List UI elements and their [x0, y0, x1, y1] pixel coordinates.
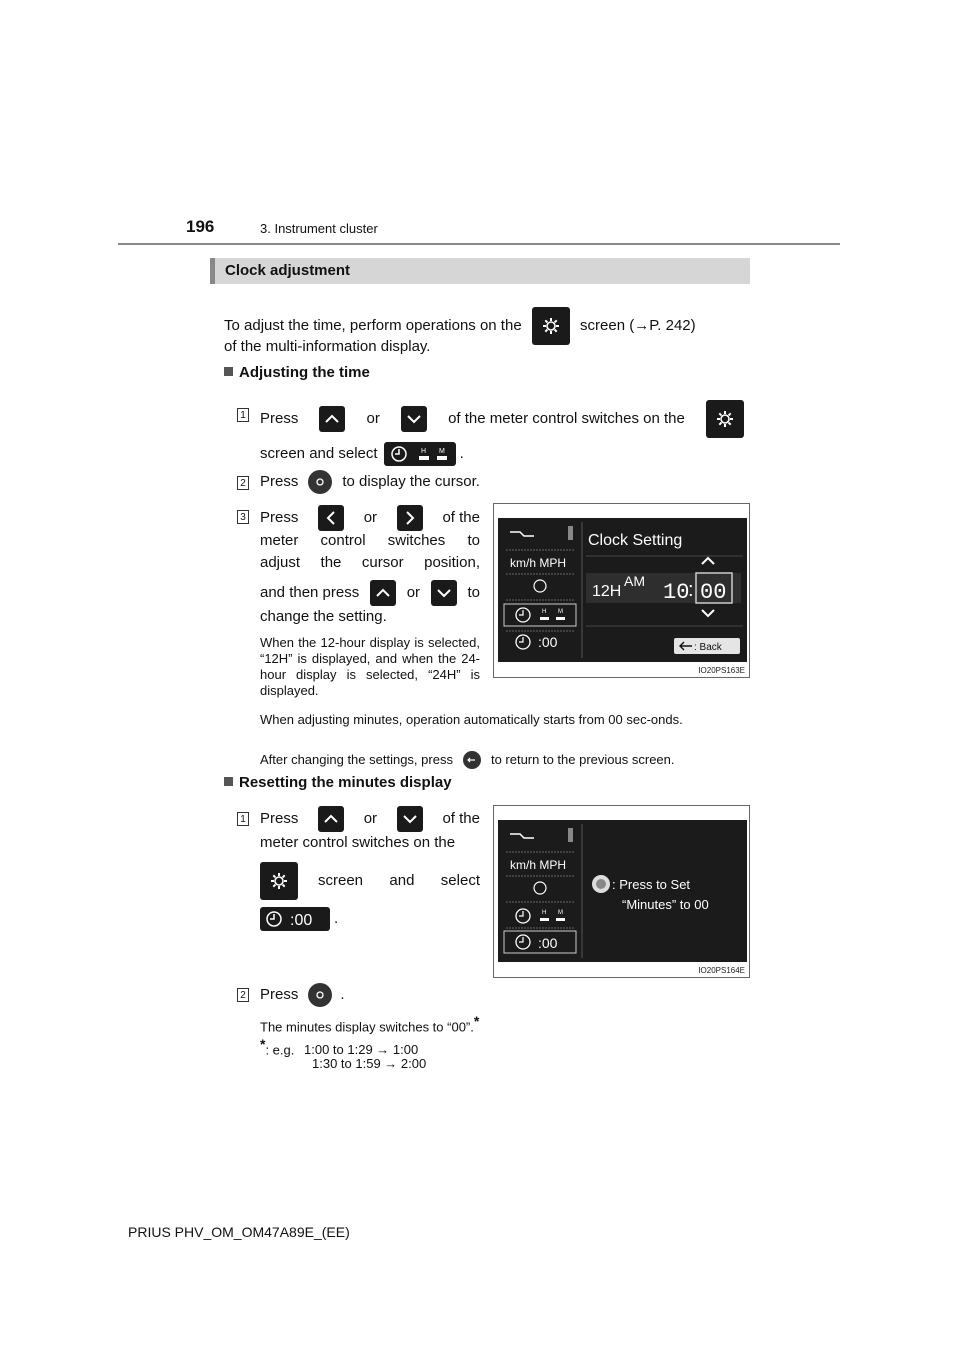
display-screen [498, 518, 747, 662]
reset-step1-line3: screen and select [260, 862, 480, 900]
back-label: : Back [694, 642, 722, 653]
clock-minutes-label: :00 [538, 935, 558, 951]
step3-line2: meter control switches to [260, 532, 480, 549]
step3-line1: Press or of the [260, 505, 480, 531]
clock-minutes-label: :00 [538, 634, 558, 650]
clock-mode: 12H [592, 583, 622, 600]
step-number: 2 [237, 988, 249, 1002]
gear-icon [260, 862, 298, 900]
ok-button-icon [308, 983, 332, 1007]
clock-hm-icon [384, 442, 456, 466]
up-switch-icon [370, 580, 396, 606]
units-label: km/h MPH [510, 556, 567, 570]
svg-text:H: H [542, 609, 547, 615]
down-switch-icon [397, 806, 423, 832]
svg-text:M: M [558, 609, 563, 615]
svg-text::00: :00 [290, 912, 313, 929]
svg-text:H: H [542, 910, 547, 916]
up-switch-icon [318, 806, 344, 832]
bullet-square [224, 777, 233, 786]
step1-line1: Press or of the meter control switches on the [260, 400, 744, 438]
ok-button-icon [308, 470, 332, 494]
subheading-adjusting: Adjusting the time [224, 364, 370, 381]
svg-text:H: H [420, 448, 426, 455]
reset-step2-line: Press . [260, 983, 345, 1007]
display-screen [498, 820, 747, 962]
figure-reset-minutes [493, 805, 750, 978]
down-switch-icon [431, 580, 457, 606]
clock-minutes-icon [260, 907, 330, 931]
clock-ampm: AM [624, 573, 645, 589]
step-number: 1 [237, 408, 249, 422]
step1-line2: screen and select H M . [260, 442, 464, 466]
step3-line4: and then press or to [260, 580, 480, 606]
intro-line2: of the multi-information display. [224, 338, 431, 355]
section-heading: Clock adjustment [225, 262, 351, 279]
figure-clock-setting [493, 503, 750, 678]
note-back: After changing the settings, press to return to the previous screen. [260, 752, 675, 767]
figure-id: IO20PS163E [698, 666, 745, 675]
clock-minutes: 00 [700, 580, 727, 605]
svg-text:M: M [438, 448, 445, 455]
step-number: 2 [237, 476, 249, 490]
svg-text:M: M [558, 910, 563, 916]
svg-text::: : [688, 579, 694, 601]
reset-step2-note: The minutes display switches to “00”.* [260, 1013, 480, 1035]
figure-id: IO20PS164E [698, 966, 745, 975]
minutes-to-label: “Minutes” to 00 [622, 897, 709, 912]
header-divider [118, 243, 840, 245]
subheading-resetting: Resetting the minutes display [224, 774, 452, 791]
step-number: 3 [237, 510, 249, 524]
reset-step1-line1: Press or of the [260, 806, 480, 832]
press-to-set-label: : Press to Set [612, 877, 691, 892]
section-heading-band [210, 258, 750, 284]
footnote-line2: 1:30 to 1:59 → 2:00 [312, 1056, 427, 1071]
intro-line1: To adjust the time, perform operations on the screen (→P. 242) [224, 307, 696, 345]
page-number: 196 [186, 217, 215, 236]
bullet-square [224, 367, 233, 376]
left-switch-icon [318, 505, 344, 531]
footer-model-code: PRIUS PHV_OM_OM47A89E_(EE) [128, 1224, 350, 1240]
back-button-icon [463, 751, 481, 769]
step3-line5: change the setting. [260, 608, 387, 625]
down-switch-icon [401, 406, 427, 432]
up-switch-icon [319, 406, 345, 432]
footnote: *: e.g. 1:00 to 1:29 → 1:00 [260, 1036, 419, 1058]
clock-hours: 10 [663, 580, 690, 605]
step2-line: Press to display the cursor. [260, 470, 480, 494]
step3-line3: adjust the cursor position, [260, 554, 480, 571]
step-number: 1 [237, 812, 249, 826]
clock-setting-title: Clock Setting [588, 532, 683, 549]
units-label: km/h MPH [510, 858, 567, 872]
gear-icon [532, 307, 570, 345]
gear-icon [706, 400, 744, 438]
section-title: 3. Instrument cluster [260, 221, 378, 236]
note-minutes: When adjusting minutes, operation automatically starts from 00 sec-onds. [260, 712, 683, 727]
right-switch-icon [397, 505, 423, 531]
reset-step1-line4: :00 . [260, 907, 338, 931]
reset-step1-line2: meter control switches on the [260, 834, 456, 851]
step3-note: When the 12-hour display is selected, “12H” is displayed, and when the 24-hour display is selected, “24H” is displayed. [260, 635, 480, 698]
